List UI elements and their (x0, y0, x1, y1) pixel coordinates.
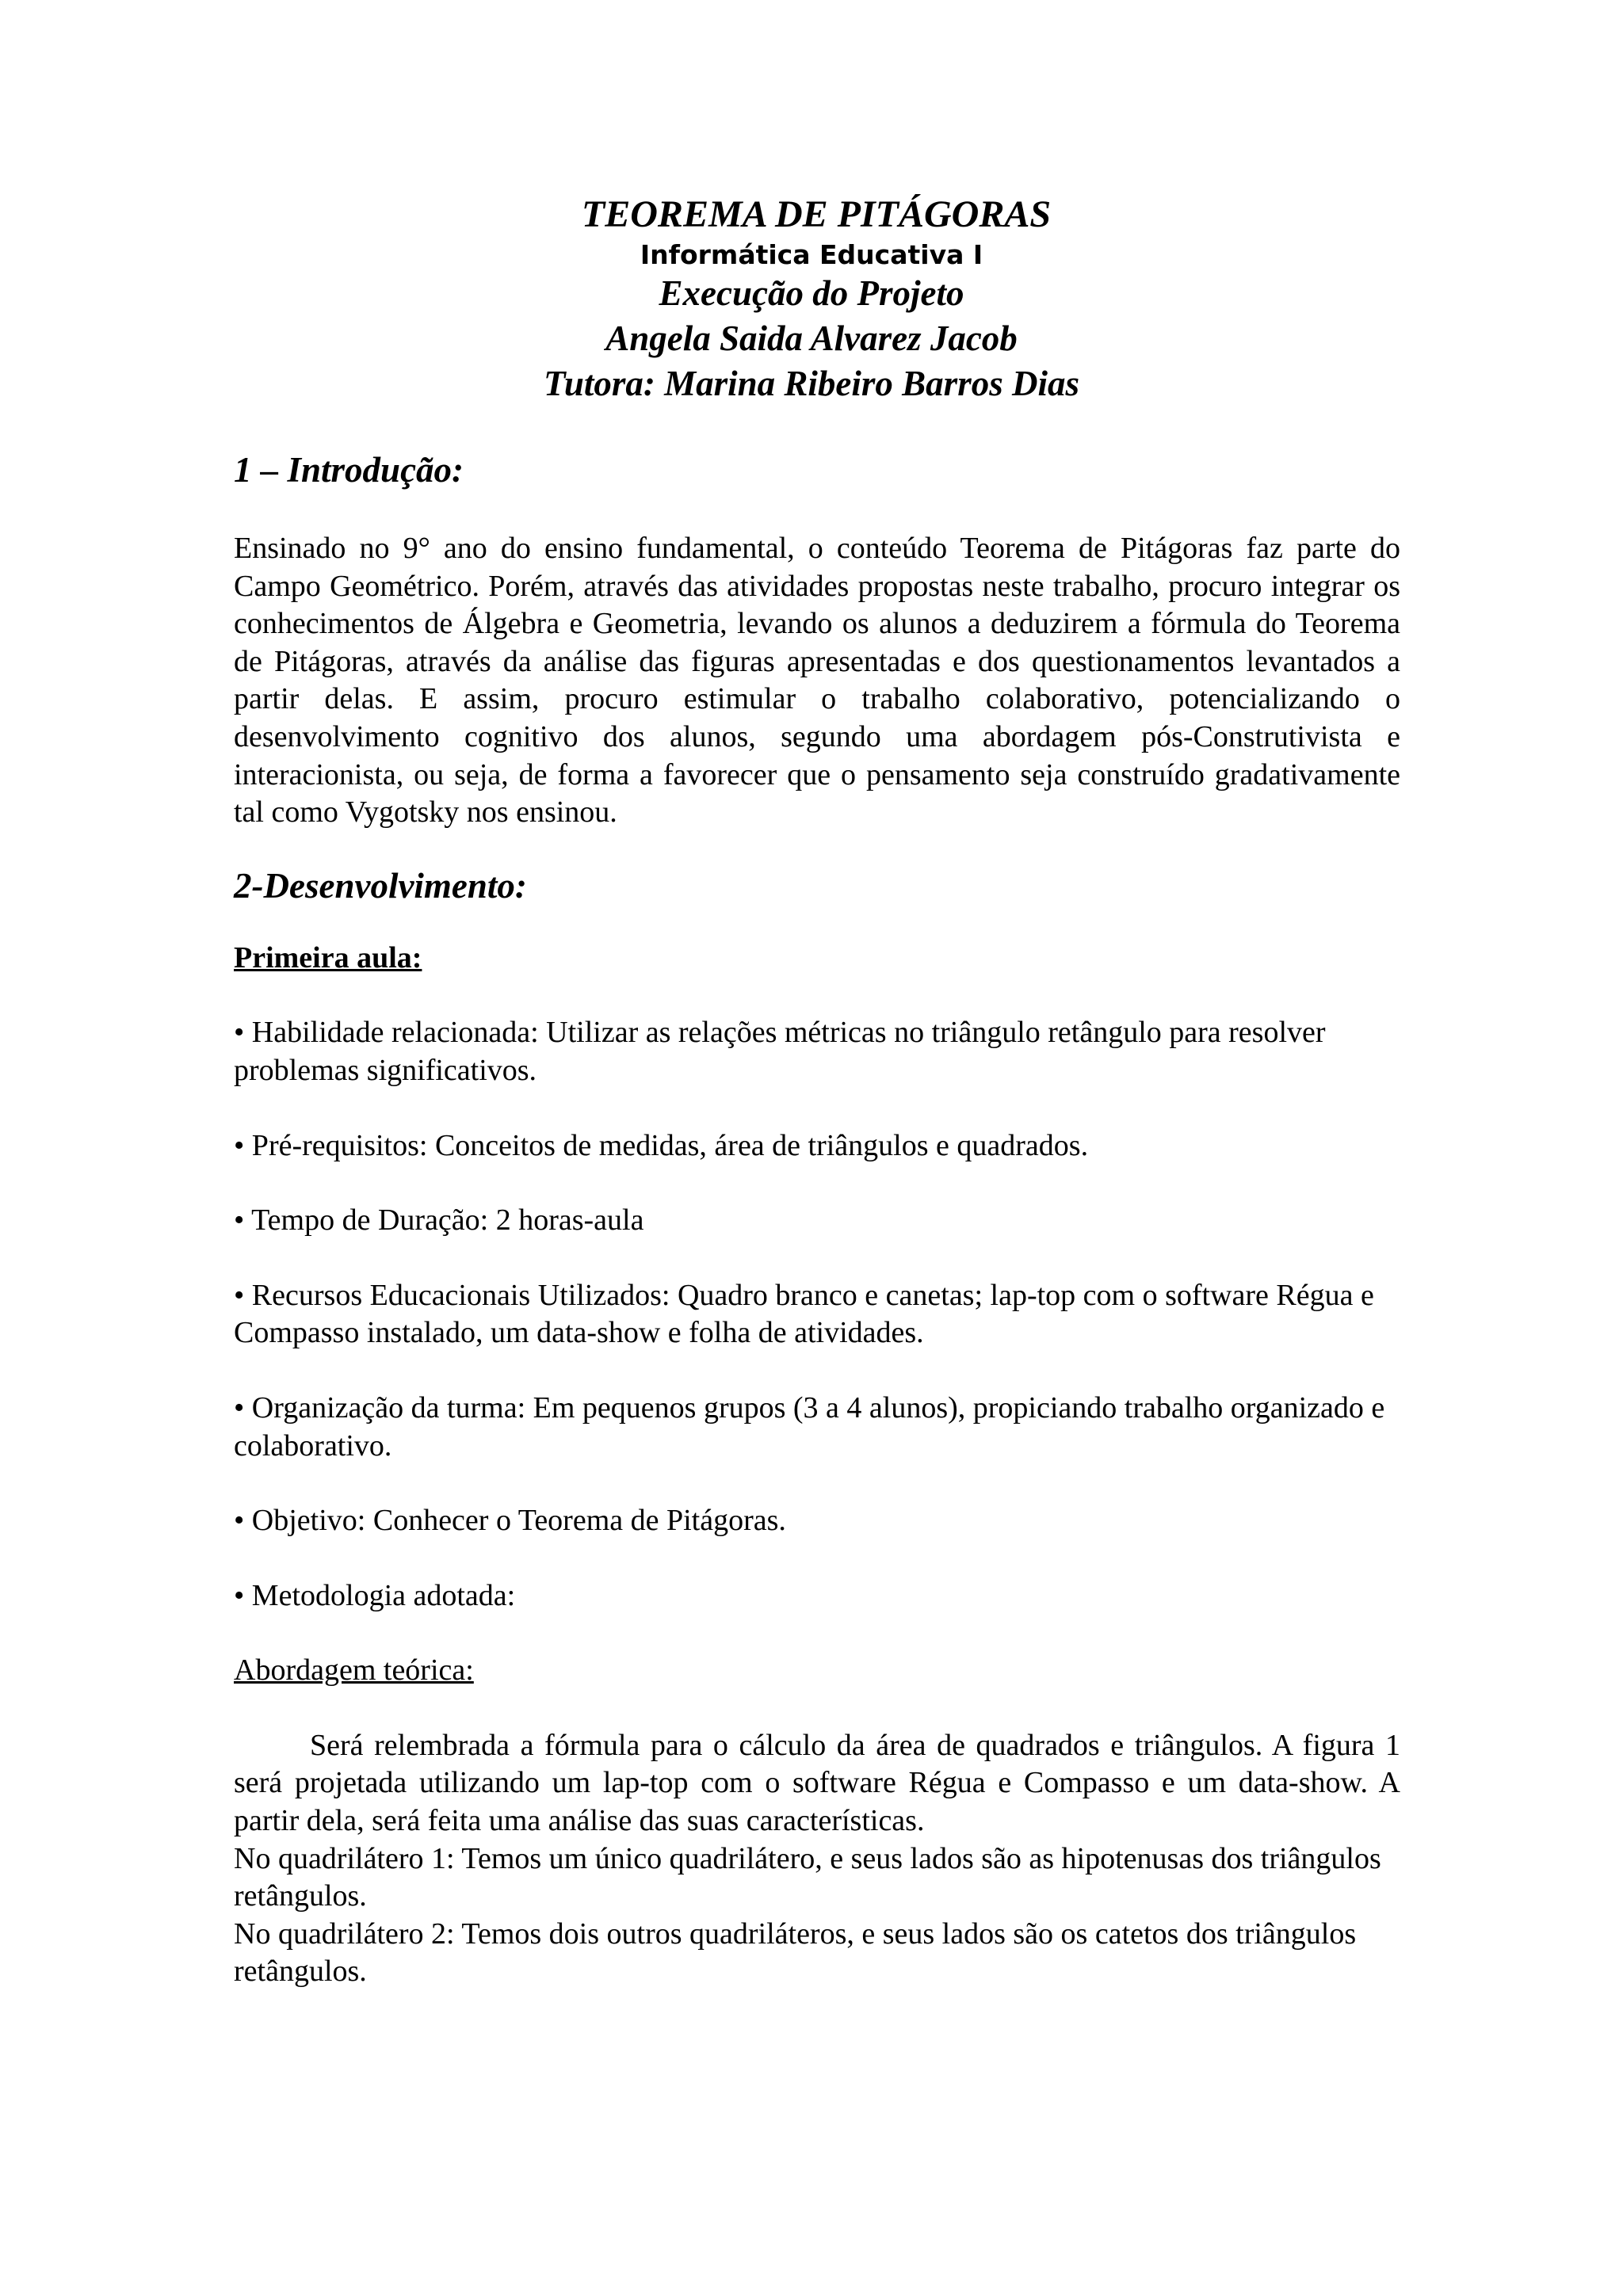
lesson-title: Primeira aula: (234, 940, 422, 974)
section-heading-development: 2-Desenvolvimento: (234, 865, 527, 906)
author-name: Angela Saida Alvarez Jacob (605, 318, 1018, 358)
introduction-paragraph: Ensinado no 9° ano do ensino fundamental, o conteúdo Teorema de Pitágoras faz parte do Campo Geométrico. Porém, através das atividades propostas neste trabalho, procuro integrar os conhecimentos de Álgebra e Geometria, levando os alunos a deduzirem a fórmula do Teorema de Pitágoras, através da análise das figuras apresentadas e dos questionamentos levantados a partir delas. E assim, procuro estimular o trabalho colaborativo, potencializando o desenvolvimento cognitivo dos alunos, segundo uma abordagem pós-Construtivista e interacionista, ou seja, de forma a favorecer que o pensamento seja construído gradativamente tal como Vygotsky nos ensinou. (234, 532, 1400, 830)
bullet-duration: • Tempo de Duração: 2 horas-aula (234, 1203, 644, 1238)
document-title: TEOREMA DE PITÁGORAS (581, 193, 1052, 235)
quadrilateral-2-note: No quadrilátero 2: Temos dois outros quadriláteros, e seus lados são os catetos dos triângulos retângulos. (234, 1917, 1357, 1989)
bullet-prerequisites: • Pré-requisitos: Conceitos de medidas, área de triângulos e quadrados. (234, 1128, 1089, 1162)
section-heading-introduction: 1 – Introdução: (234, 450, 464, 490)
bullet-resources: • Recursos Educacionais Utilizados: Quadro branco e canetas; lap-top com o software Régua e Compasso instalado, um data-show e folha de atividades. (234, 1278, 1374, 1350)
quadrilateral-1-note: No quadrilátero 1: Temos um único quadrilátero, e seus lados são as hipotenusas dos triângulos retângulos. (234, 1841, 1381, 1913)
document-header (0, 190, 1623, 406)
approach-title: Abordagem teórica: (234, 1653, 474, 1688)
bullet-objective: • Objetivo: Conhecer o Teorema de Pitágoras. (234, 1504, 786, 1538)
bullet-organization: • Organização da turma: Em pequenos grupos (3 a 4 alunos), propiciando trabalho organizado e colaborativo. (234, 1390, 1385, 1463)
bullet-skill: • Habilidade relacionada: Utilizar as relações métricas no triângulo retângulo para resolver problemas significativos. (234, 1016, 1326, 1087)
document-subtitle: Informática Educativa I (640, 239, 983, 270)
tutor-name: Tutora: Marina Ribeiro Barros Dias (544, 364, 1079, 403)
document-body (234, 448, 1400, 1991)
bullet-methodology: • Metodologia adotada: (234, 1578, 516, 1612)
project-line: Execução do Projeto (659, 273, 964, 313)
approach-paragraph: Será relembrada a fórmula para o cálculo da área de quadrados e triângulos. A figura 1 será projetada utilizando um lap-top com o software Régua e Compasso e um data-show. A partir dela, será feita uma análise das suas características. (234, 1728, 1400, 1838)
